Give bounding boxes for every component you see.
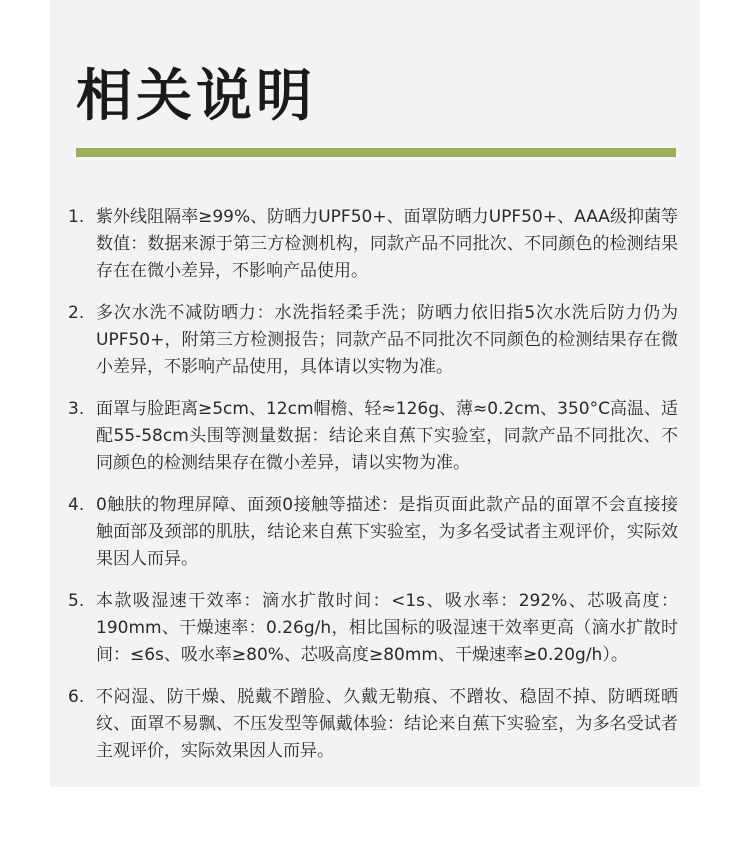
note-number: 1. — [68, 207, 85, 227]
note-text: 多次水洗不减防晒力：水洗指轻柔手洗；防晒力依旧指5次水洗后防力仍为UPF50+，附第三方检测报告；同款产品不同批次不同颜色的检测结果存在微小差异，不影响产品使用，具体请以实物为准。 — [96, 303, 678, 377]
note-item-1 — [68, 204, 678, 285]
title-accent-bar — [76, 148, 676, 157]
note-text: 面罩与脸距离≥5cm、12cm帽檐、轻≈126g、薄≈0.2cm、350°C高温、适配55-58cm头围等测量数据：结论来自蕉下实验室，同款产品不同批次、不同颜色的检测结果存在微小差异，请以实物为准。 — [96, 399, 678, 473]
note-text: 本款吸湿速干效率：滴水扩散时间：<1s、吸水率：292%、芯吸高度：190mm、干燥速率：0.26g/h，相比国标的吸湿速干效率更高（滴水扩散时间：≤6s、吸水率≥80%、芯吸高度≥80mm、干燥速率≥0.20g/h）。 — [96, 591, 678, 665]
note-item-6 — [68, 684, 678, 765]
notes-list — [68, 204, 678, 780]
note-number: 3. — [68, 399, 85, 419]
note-item-2 — [68, 300, 678, 381]
note-text: 紫外线阻隔率≥99%、防晒力UPF50+、面罩防晒力UPF50+、AAA级抑菌等数值：数据来源于第三方检测机构，同款产品不同批次、不同颜色的检测结果存在在微小差异，不影响产品使用。 — [96, 207, 678, 281]
note-text: 0触肤的物理屏障、面颈0接触等描述：是指页面此款产品的面罩不会直接接触面部及颈部的肌肤，结论来自蕉下实验室，为多名受试者主观评价，实际效果因人而异。 — [96, 495, 678, 569]
note-number: 5. — [68, 591, 85, 611]
note-text: 不闷湿、防干燥、脱戴不蹭脸、久戴无勒痕、不蹭妆、稳固不掉、防晒斑晒纹、面罩不易飘、不压发型等佩戴体验：结论来自蕉下实验室，为多名受试者主观评价，实际效果因人而异。 — [96, 687, 678, 761]
note-number: 2. — [68, 303, 85, 323]
note-item-4 — [68, 492, 678, 573]
note-item-5 — [68, 588, 678, 669]
note-item-3 — [68, 396, 678, 477]
note-number: 6. — [68, 687, 85, 707]
page-title: 相关说明 — [76, 64, 316, 129]
note-number: 4. — [68, 495, 85, 515]
notes-panel — [50, 0, 700, 787]
